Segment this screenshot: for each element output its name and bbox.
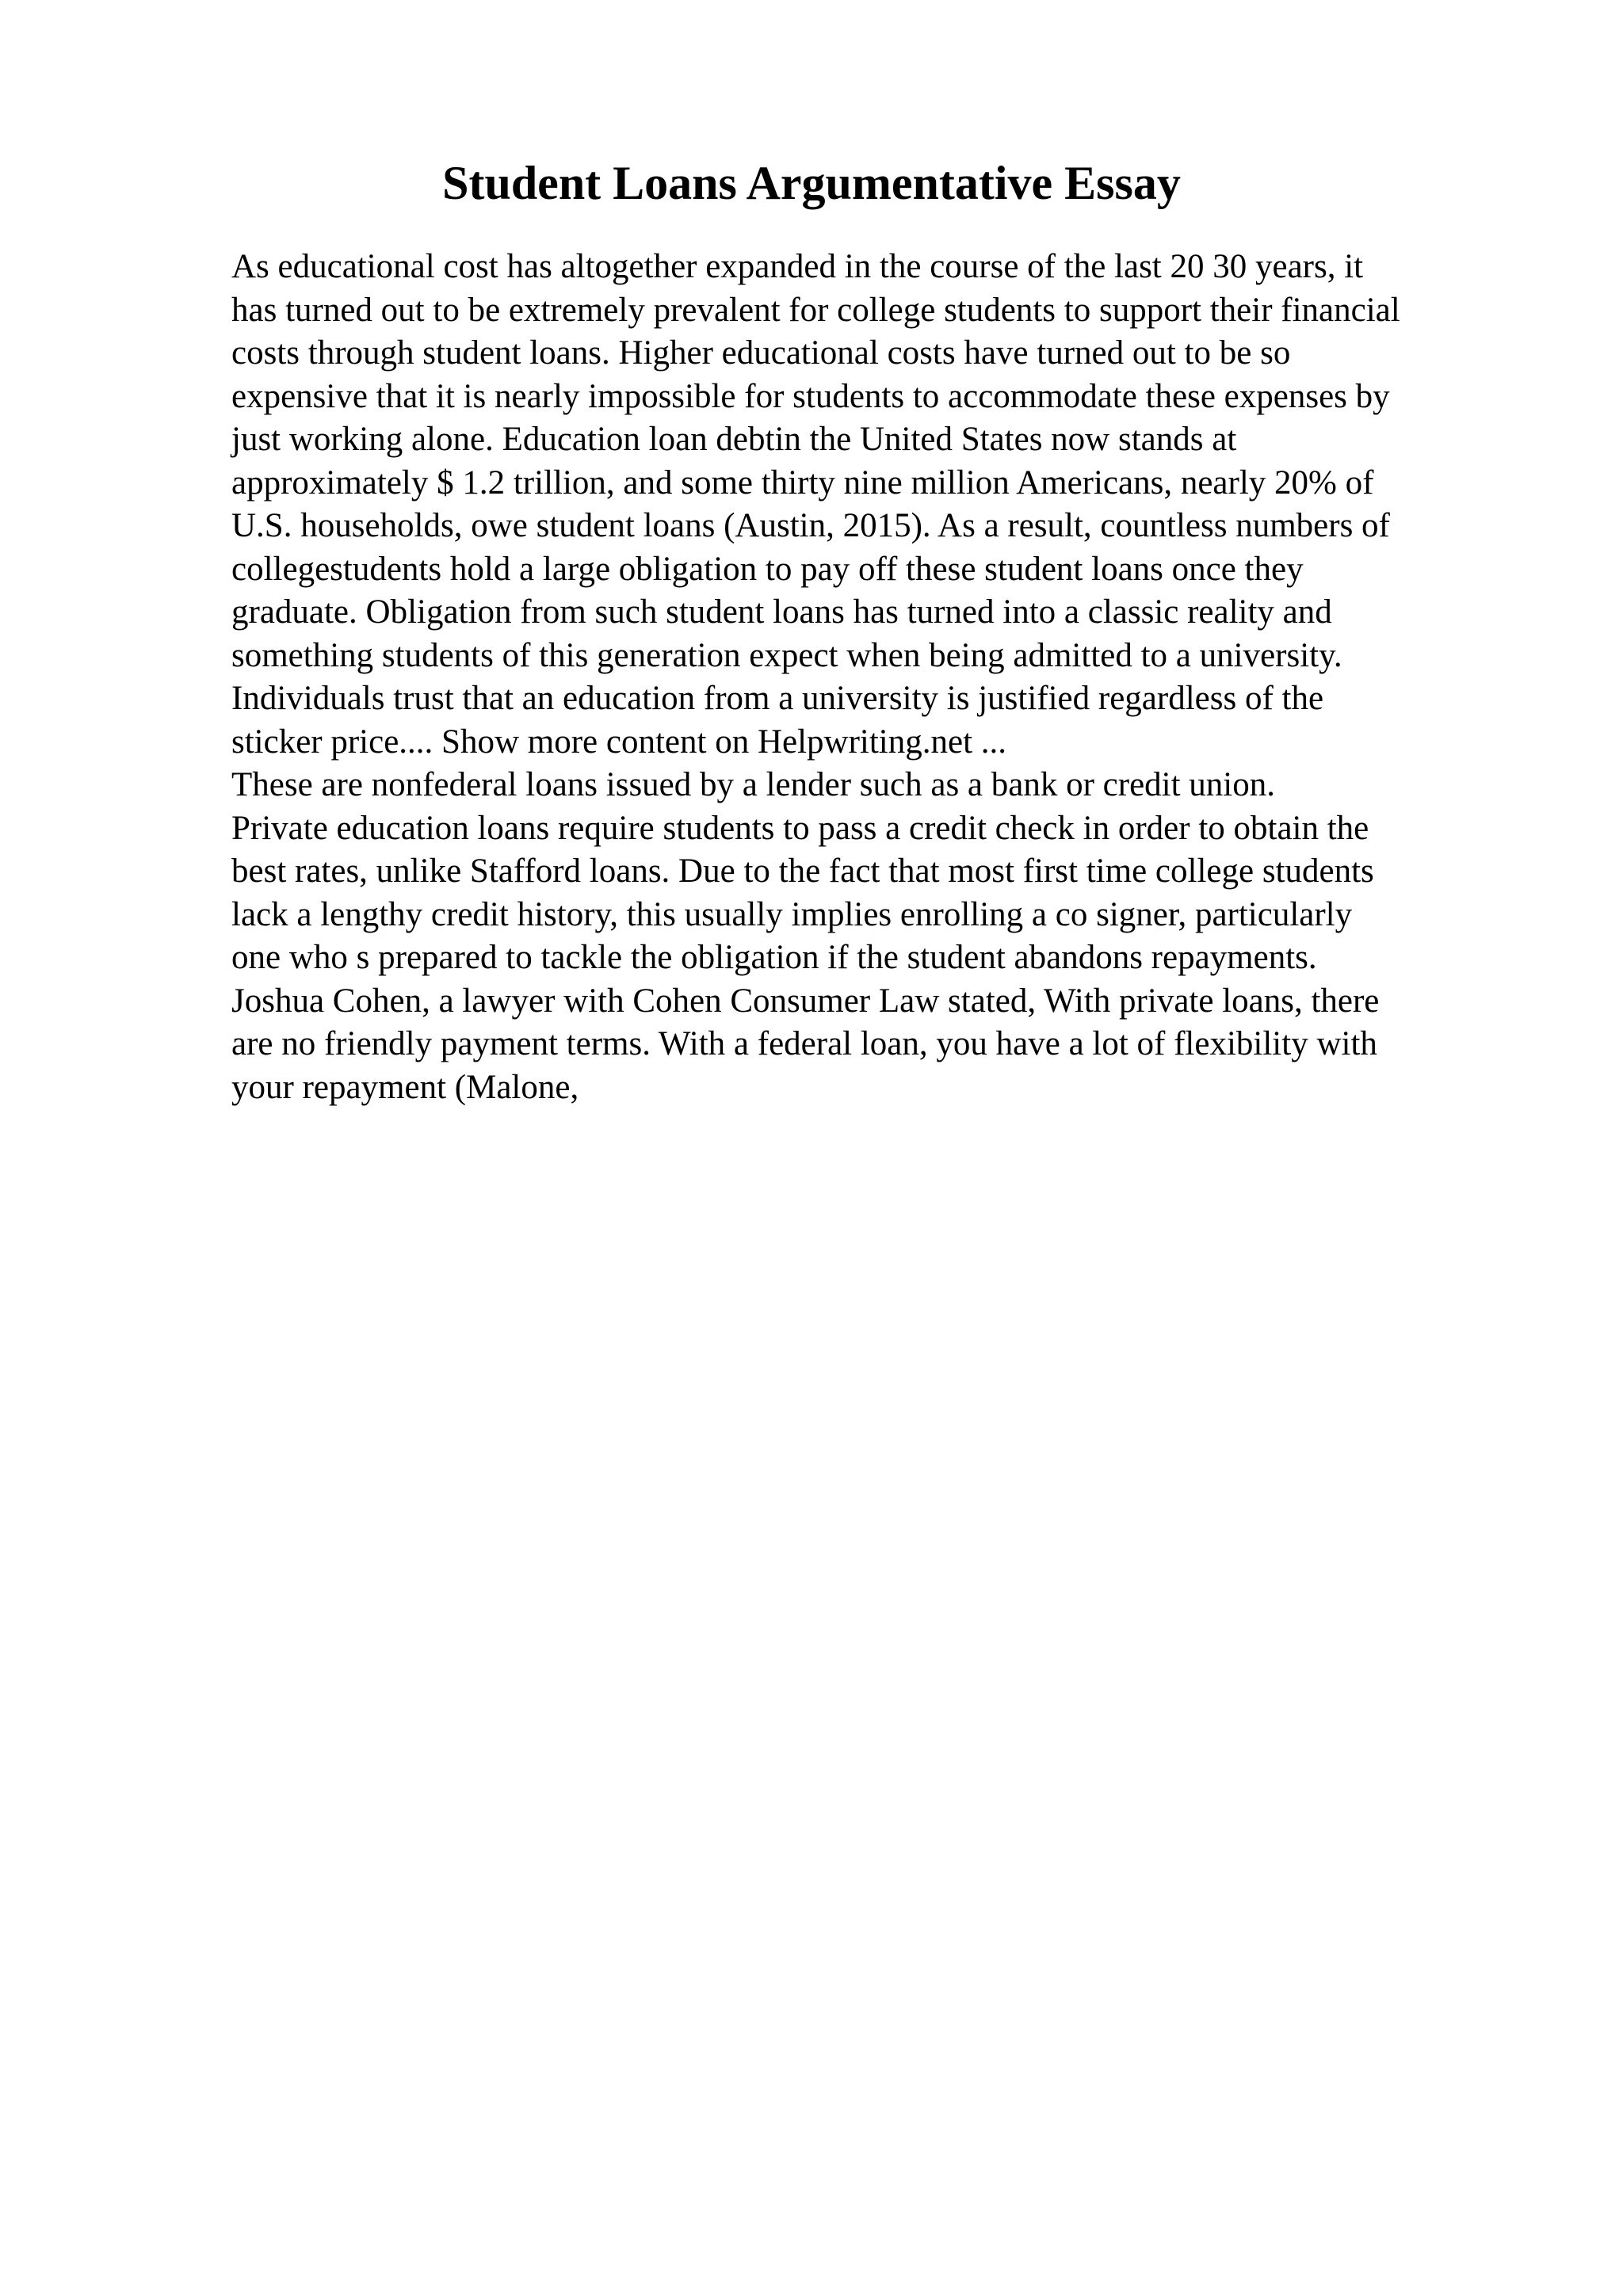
text-line: are no friendly payment terms. With a federal loan, you have a lot of flexibility with	[231, 1025, 1377, 1062]
text-line: These are nonfederal loans issued by a lender such as a bank or credit union.	[231, 766, 1276, 803]
text-line: collegestudents hold a large obligation to pay off these student loans once they	[231, 550, 1304, 588]
text-line: expensive that it is nearly impossible for students to accommodate these expenses by	[231, 377, 1390, 415]
text-line: costs through student loans. Higher educational costs have turned out to be so	[231, 334, 1291, 372]
text-line: Private education loans require students to pass a credit check in order to obtain the	[231, 809, 1369, 847]
text-line: Individuals trust that an education from a university is justified regardless of the	[231, 680, 1324, 717]
text-line: your repayment (Malone,	[231, 1068, 579, 1106]
page-title: Student Loans Argumentative Essay	[442, 157, 1181, 209]
text-line: U.S. households, owe student loans (Austin, 2015). As a result, countless numbers of	[231, 507, 1390, 544]
text-line: something students of this generation expect when being admitted to a university.	[231, 636, 1342, 674]
text-line: As educational cost has altogether expanded in the course of the last 20 30 years, it	[231, 248, 1364, 285]
text-line: approximately $ 1.2 trillion, and some thirty nine million Americans, nearly 20% of	[231, 463, 1374, 502]
text-line: best rates, unlike Stafford loans. Due to the fact that most first time college students	[231, 852, 1374, 890]
text-line: Joshua Cohen, a lawyer with Cohen Consumer Law stated, With private loans, there	[231, 982, 1380, 1020]
text-line: just working alone. Education loan debtin the United States now stands at	[231, 421, 1237, 458]
text-line: sticker price.... Show more content on Helpwriting.net ...	[231, 723, 1007, 761]
text-line: has turned out to be extremely prevalent for college students to support their financial	[231, 291, 1400, 329]
essay-body	[231, 246, 1579, 1109]
text-line: one who s prepared to tackle the obligation if the student abandons repayments.	[231, 939, 1317, 976]
text-line: graduate. Obligation from such student loans has turned into a classic reality and	[231, 593, 1332, 631]
text-line: lack a lengthy credit history, this usually implies enrolling a co signer, particularly	[231, 895, 1353, 933]
